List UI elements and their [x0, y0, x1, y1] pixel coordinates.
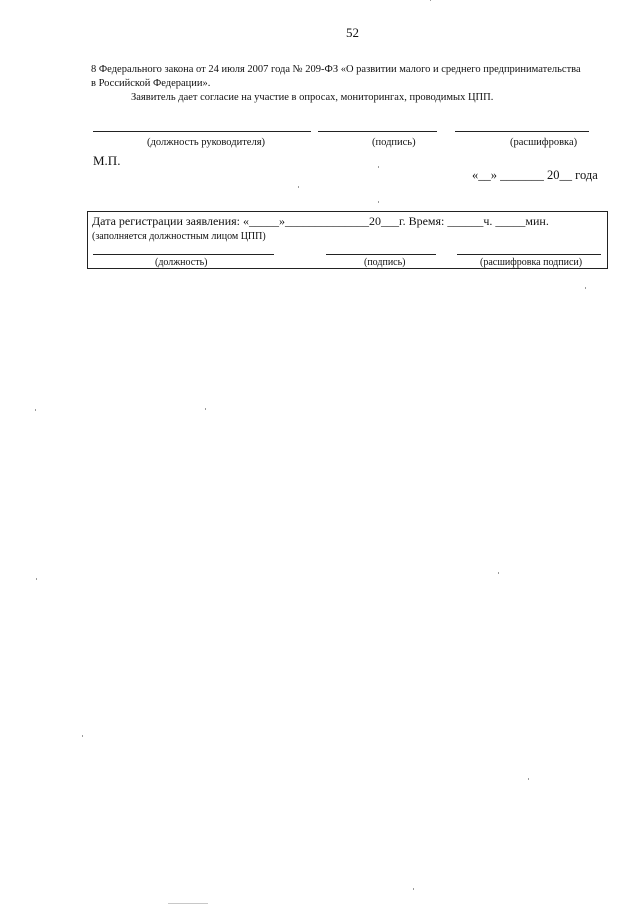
scan-speck: [378, 166, 379, 168]
scan-speck: [585, 287, 586, 289]
consent-text: Заявитель дает согласие на участие в опросах, мониторингах, проводимых ЦПП.: [131, 92, 494, 103]
application-date: «__» _______ 20__ года: [472, 168, 598, 182]
decoding-line: [455, 131, 589, 132]
registration-signature-label: (подпись): [364, 257, 406, 268]
position-line: [139, 131, 311, 132]
scan-speck: [82, 735, 83, 737]
scan-edge-top: [430, 0, 431, 1]
scan-speck: [36, 578, 37, 580]
intro-line-2: в Российской Федерации».: [91, 78, 211, 89]
intro-line-1: 8 Федерального закона от 24 июля 2007 года № 209-ФЗ «О развитии малого и среднего предпринимательства: [91, 64, 581, 75]
registration-signature-line: [326, 254, 436, 255]
scan-speck: [205, 408, 206, 410]
registration-decoding-label: (расшифровка подписи): [480, 257, 583, 268]
registration-position-label: (должность): [155, 257, 208, 268]
decoding-label: (расшифровка): [510, 137, 578, 148]
scan-speck: [378, 201, 379, 203]
scan-edge-bottom: [168, 903, 208, 904]
signature-line: [318, 131, 437, 132]
registration-note: (заполняется должностным лицом ЦПП): [92, 231, 266, 242]
scan-speck: [413, 888, 414, 890]
scan-speck: [528, 778, 529, 780]
registration-date-line: Дата регистрации заявления: «_____»______________20___г. Время: ______ч. _____мин.: [92, 214, 549, 228]
signature-label: (подпись): [372, 137, 416, 148]
position-line-short: [93, 131, 139, 132]
scan-speck: [498, 572, 499, 574]
page-number: 52: [346, 25, 359, 40]
registration-position-line: [93, 254, 274, 255]
registration-decoding-line: [457, 254, 601, 255]
scan-speck: [35, 409, 36, 411]
scan-speck: [298, 186, 299, 188]
position-label: (должность руководителя): [147, 137, 266, 148]
stamp-mark: М.П.: [93, 153, 121, 168]
